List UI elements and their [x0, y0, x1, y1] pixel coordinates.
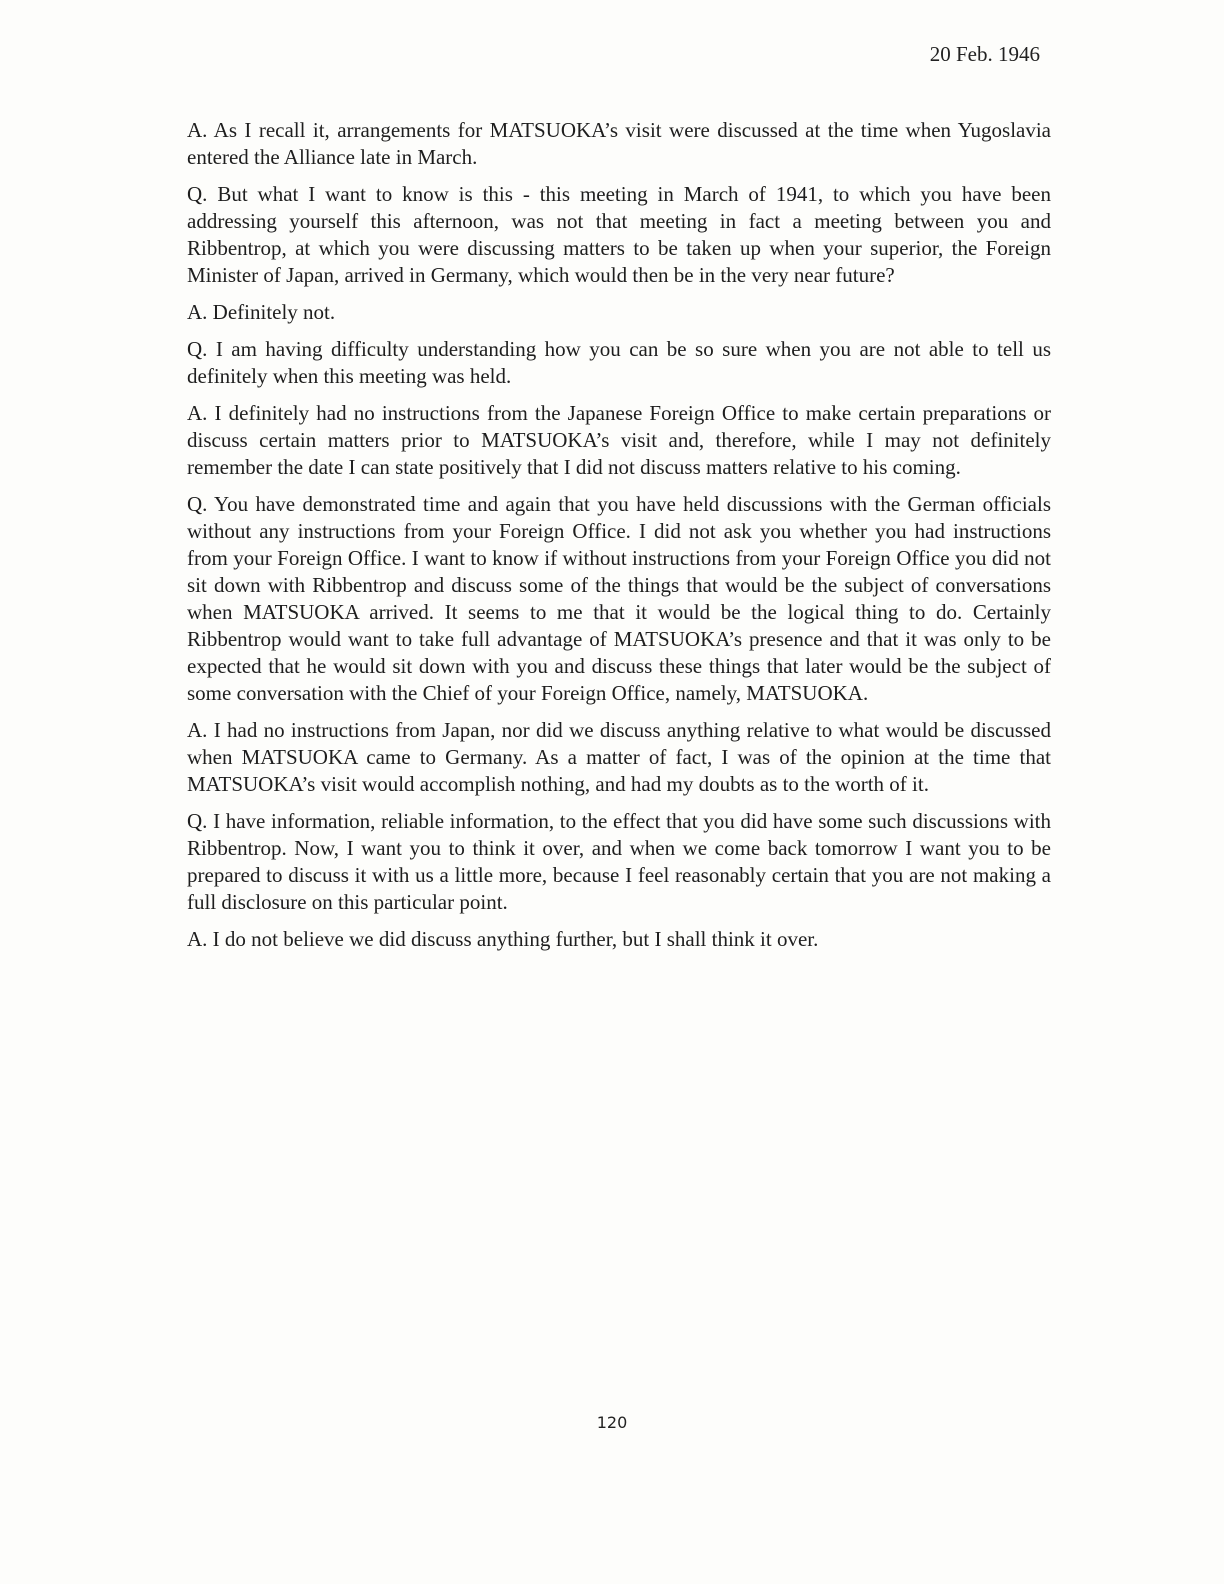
transcript-paragraph-question: Q. I am having difficulty understanding how you can be so sure when you are not able to tell us definitely when this meeting was held. — [187, 337, 1051, 388]
transcript-paragraph-answer: A. I do not believe we did discuss anything further, but I shall think it over. — [187, 927, 819, 951]
transcript-paragraph-question: Q. But what I want to know is this - this meeting in March of 1941, to which you have been addressing yourself this afternoon, was not that meeting in fact a meeting between you and Ribbentrop, at which you were discussing matters to be taken up when your superior, the Foreign Minister of Japan, arrived in Germany, which would then be in the very near future? — [187, 182, 1051, 287]
transcript-paragraph-answer: A. I had no instructions from Japan, nor did we discuss anything relative to what would be discussed when MATSUOKA came to Germany. As a matter of fact, I was of the opinion at the time that MATSUOKA’s visit would accomplish nothing, and had my doubts as to the worth of it. — [187, 718, 1051, 796]
transcript-paragraph-answer: A. Definitely not. — [187, 300, 336, 324]
transcript-paragraph-answer: A. As I recall it, arrangements for MATSUOKA’s visit were discussed at the time when Yugoslavia entered the Alliance late in March. — [187, 118, 1051, 169]
interrogation-transcript — [187, 117, 1051, 963]
transcript-paragraph-question: Q. I have information, reliable information, to the effect that you did have some such discussions with Ribbentrop. Now, I want you to think it over, and when we come back tomorrow I want you to be prepared to discuss it with us a little more, because I feel reasonably certain that you are not making a full disclosure on this particular point. — [187, 809, 1051, 914]
document-date: 20 Feb. 1946 — [929, 42, 1040, 66]
transcript-paragraph-answer: A. I definitely had no instructions from the Japanese Foreign Office to make certain preparations or discuss certain matters prior to MATSUOKA’s visit and, therefore, while I may not definitely remember the date I can state positively that I did not discuss matters relative to his coming. — [187, 401, 1051, 479]
transcript-paragraph-question: Q. You have demonstrated time and again that you have held discussions with the German officials without any instructions from your Foreign Office. I did not ask you whether you had instructions from your Foreign Office. I want to know if without instructions from your Foreign Office you did not sit down with Ribbentrop and discuss some of the things that would be the subject of conversations when MATSUOKA arrived. It seems to me that it would be the logical thing to do. Certainly Ribbentrop would want to take full advantage of MATSUOKA’s presence and that it was only to be expected that he would sit down with you and discuss these things that later would be the subject of some conversation with the Chief of your Foreign Office, namely, MATSUOKA. — [187, 492, 1051, 705]
page-number: 120 — [596, 1413, 628, 1432]
